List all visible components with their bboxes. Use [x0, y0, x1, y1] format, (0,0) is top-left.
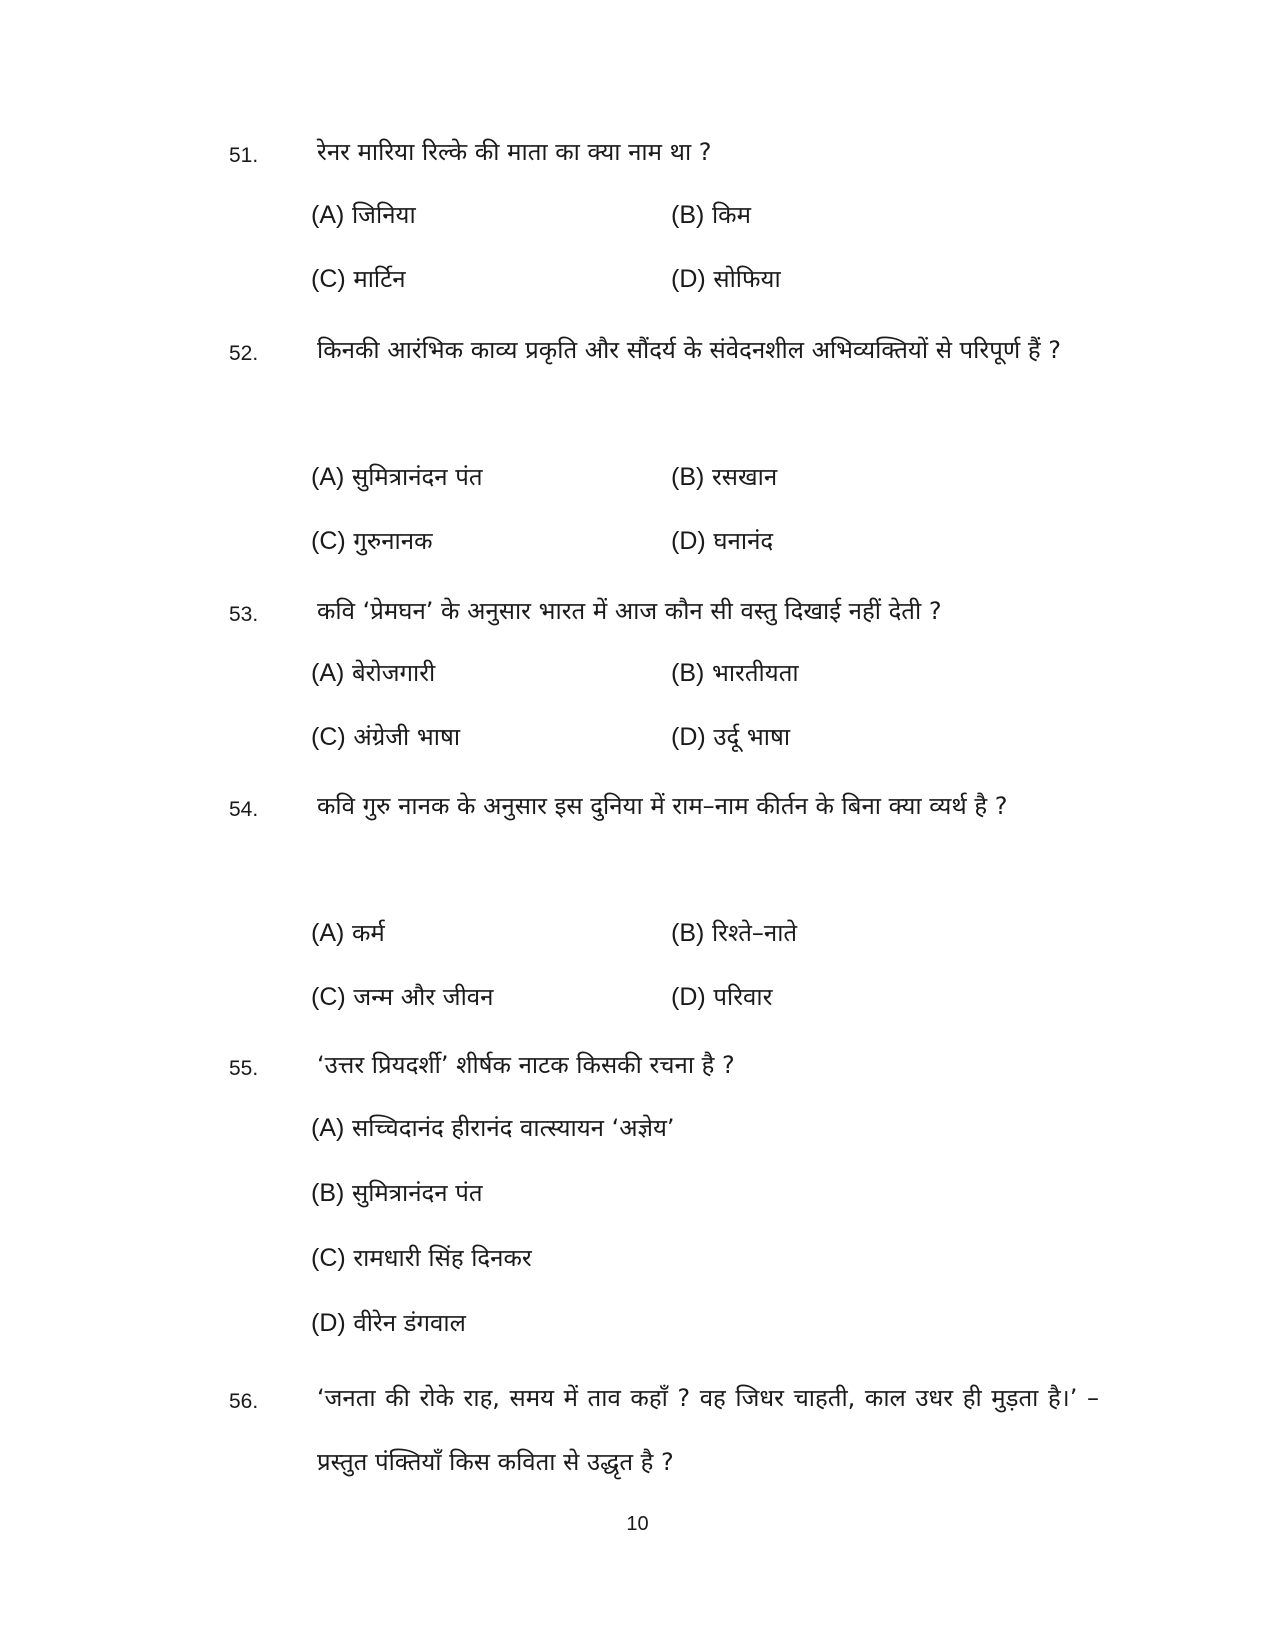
option-c: (C) मार्टिन — [311, 265, 406, 293]
question-text: कवि गुरु नानक के अनुसार इस दुनिया में राम–नाम कीर्तन के बिना क्या व्यर्थ है ? — [317, 792, 1008, 820]
option-a: (A) बेरोजगारी — [311, 659, 436, 687]
question-text: कवि ‘प्रेमघन’ के अनुसार भारत में आज कौन सी वस्तु दिखाई नहीं देती ? — [317, 597, 942, 625]
option-d: (D) वीरेन डंगवाल — [311, 1309, 466, 1337]
question-number: 53. — [229, 603, 259, 626]
option-d: (D) सोफिया — [671, 265, 781, 293]
option-c: (C) रामधारी सिंह दिनकर — [311, 1244, 532, 1272]
option-b: (B) किम — [671, 201, 751, 229]
question-text: रेनर मारिया रिल्के की माता का क्या नाम था ? — [317, 138, 712, 166]
question-number: 54. — [229, 798, 259, 821]
option-b: (B) रसखान — [671, 463, 778, 491]
option-a: (A) कर्म — [311, 919, 385, 947]
option-b: (B) भारतीयता — [671, 659, 799, 687]
option-d: (D) उर्दू भाषा — [671, 723, 791, 751]
option-d: (D) घनानंद — [671, 527, 774, 555]
question-text: किनकी आरंभिक काव्य प्रकृति और सौंदर्य के संवेदनशील अभिव्यक्तियों से परिपूर्ण हैं ? — [317, 336, 1061, 364]
page-number: 10 — [626, 1513, 649, 1535]
option-a: (A) सच्चिदानंद हीरानंद वात्स्यायन ‘अज्ञेय’ — [311, 1114, 675, 1142]
option-c: (C) अंग्रेजी भाषा — [311, 723, 461, 751]
question-number: 55. — [229, 1057, 259, 1080]
question-number: 56. — [229, 1390, 259, 1413]
option-c: (C) गुरुनानक — [311, 527, 433, 555]
question-text: ‘उत्तर प्रियदर्शी’ शीर्षक नाटक किसकी रचना है ? — [317, 1051, 735, 1079]
option-b: (B) सुमित्रानंदन पंत — [311, 1179, 483, 1207]
option-b: (B) रिश्ते–नाते — [671, 919, 798, 947]
question-number: 51. — [229, 144, 259, 167]
option-a: (A) सुमित्रानंदन पंत — [311, 463, 483, 491]
question-text: ‘जनता की रोके राह, समय में ताव कहाँ ? वह जिधर चाहती, काल उधर ही मुड़ता है।’ – प्रस्तुत पंक्तियाँ किस कविता से उद्धृत है ? — [317, 1384, 1099, 1476]
question-number: 52. — [229, 342, 259, 365]
option-d: (D) परिवार — [671, 983, 773, 1011]
option-a: (A) जिनिया — [311, 201, 416, 229]
option-c: (C) जन्म और जीवन — [311, 983, 494, 1011]
